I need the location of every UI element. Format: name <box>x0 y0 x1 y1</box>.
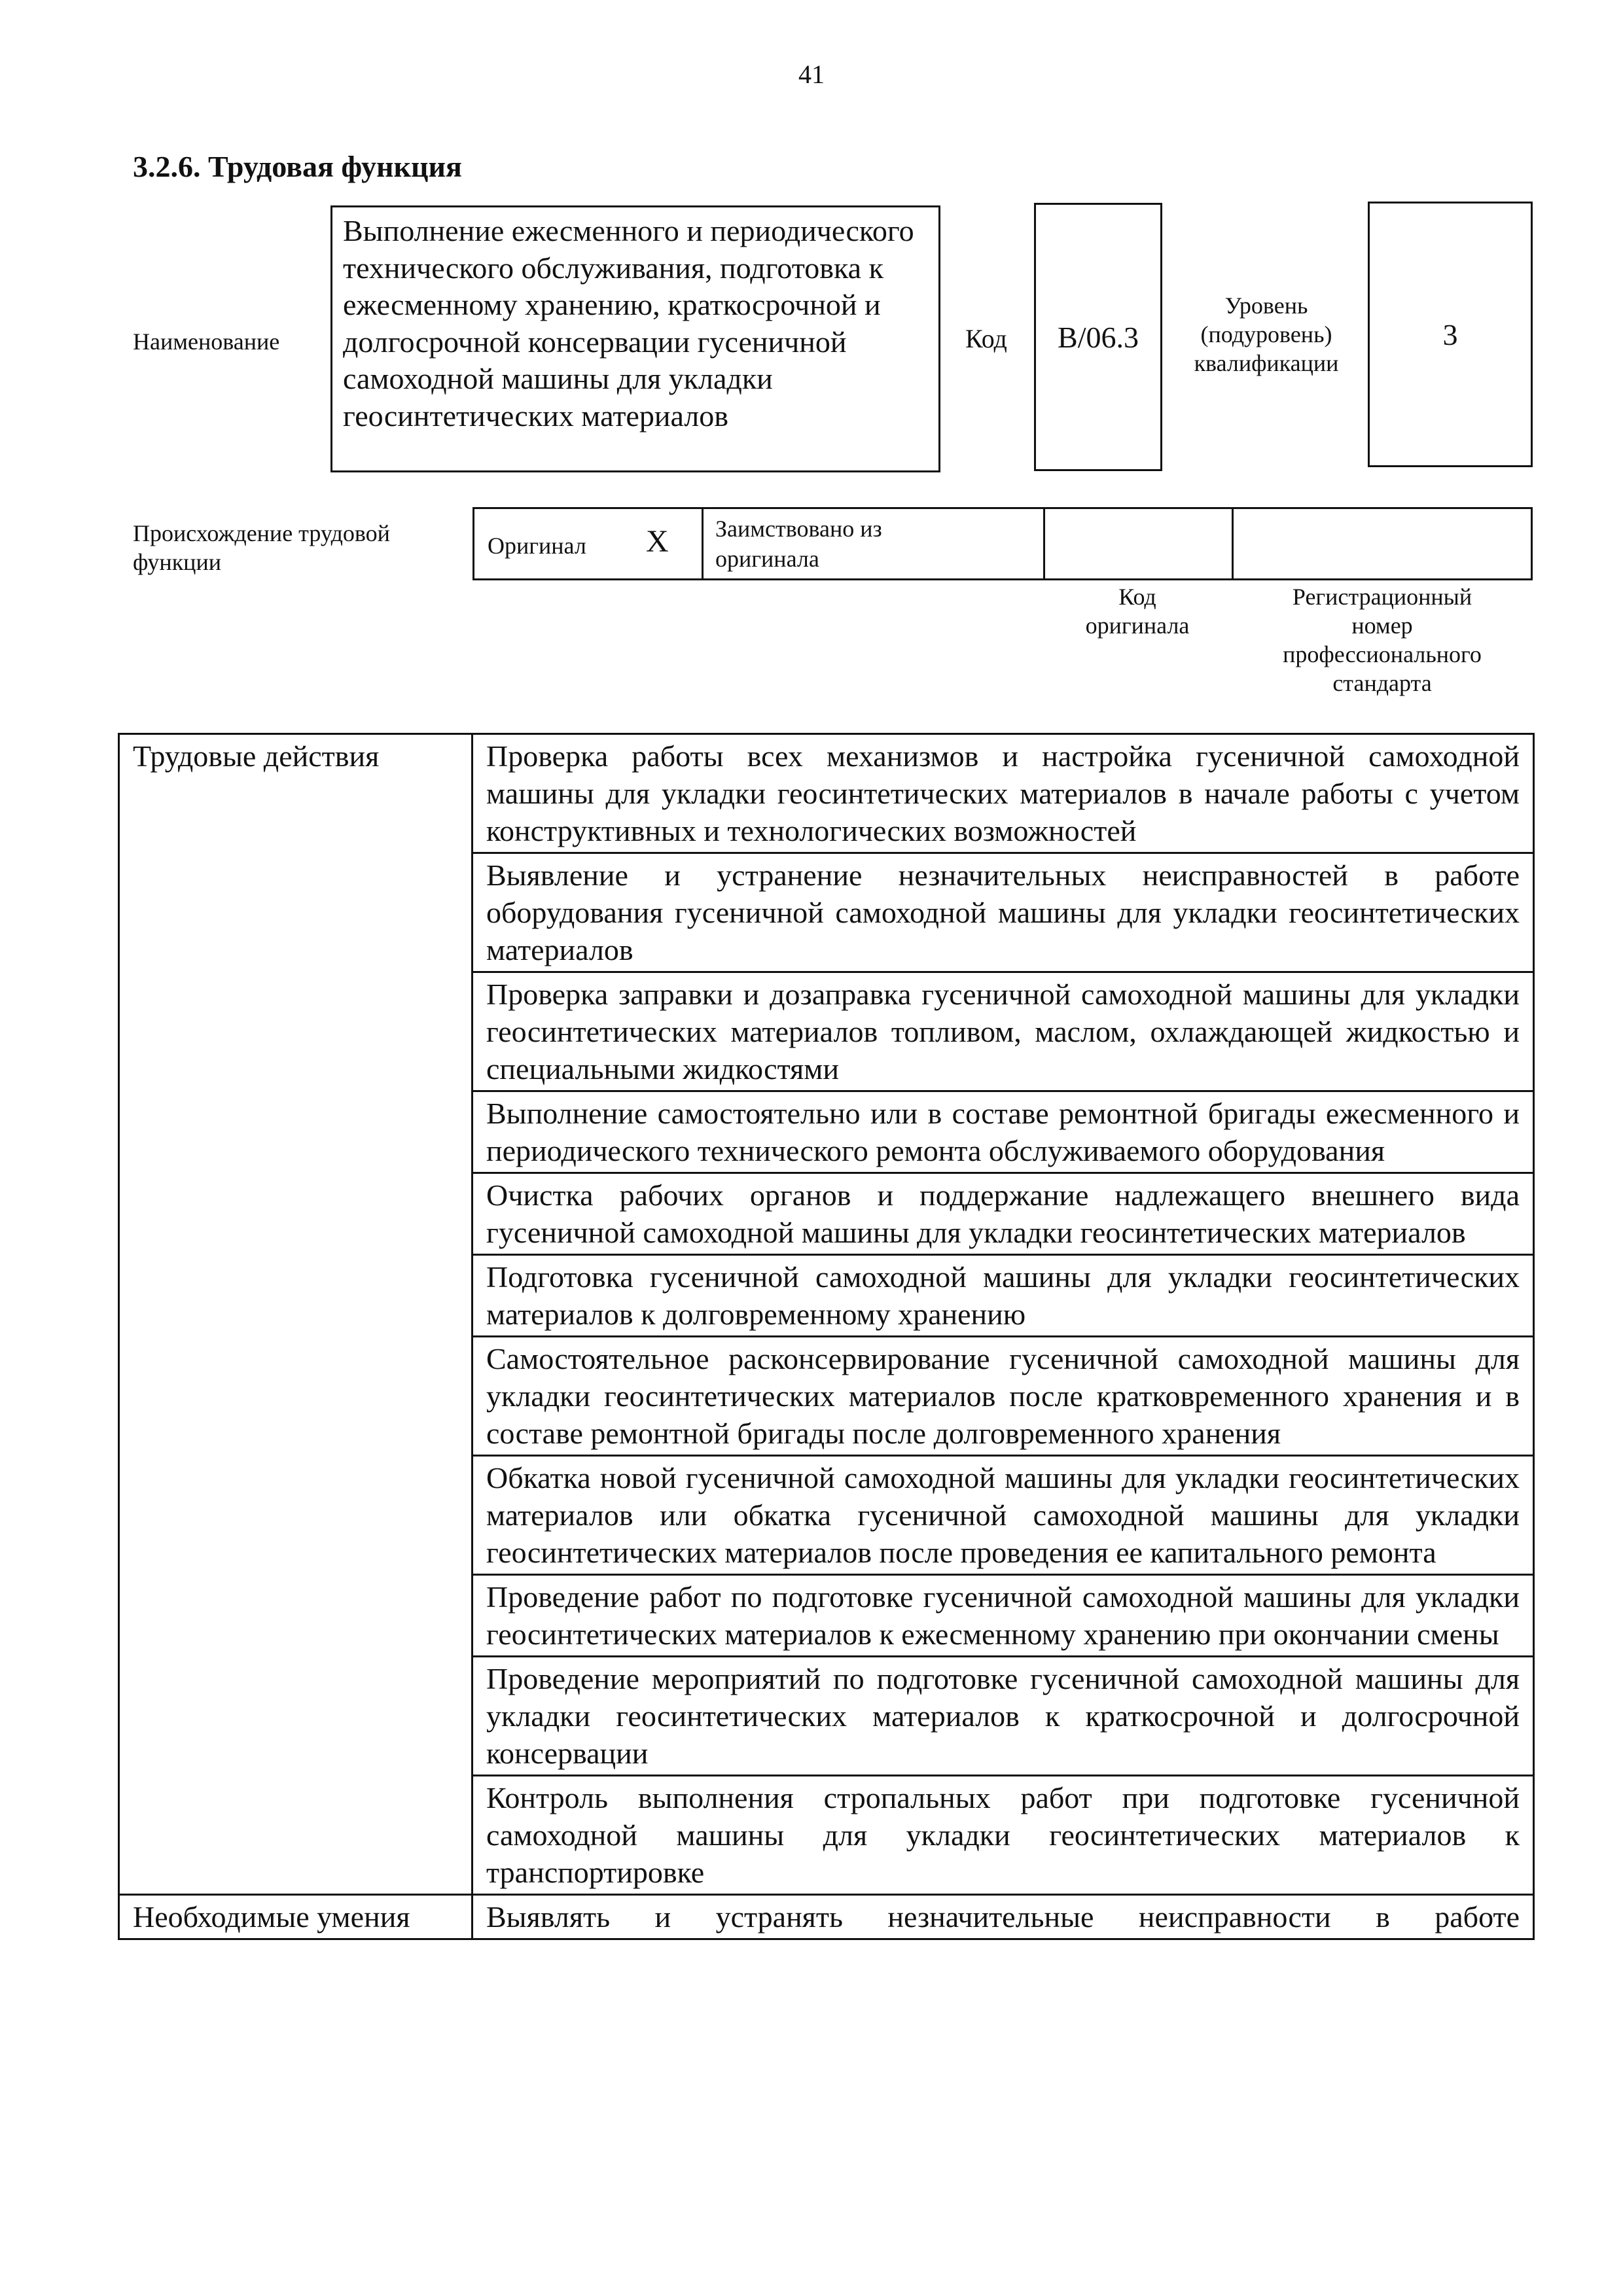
table-row <box>119 1575 1534 1657</box>
origin-row <box>473 507 1533 580</box>
reg-number-caption-line1: Регистрационный <box>1292 584 1472 610</box>
reg-number-cell <box>1234 509 1531 578</box>
labor-action-item: Проведение работ по подготовке гусеничной самоходной машины для укладки геосинтетических материалов к ежесменному хранению при окончании смены <box>473 1575 1534 1657</box>
labor-action-item: Контроль выполнения стропальных работ при подготовке гусеничной самоходной машины для укладки геосинтетических материалов к транспортировке <box>473 1776 1534 1895</box>
level-label-line2: (подуровень) <box>1200 321 1332 347</box>
original-mark: X <box>646 524 669 559</box>
reg-number-caption-line2: номер <box>1351 612 1413 639</box>
labor-action-item: Очистка рабочих органов и поддержание надлежащего внешнего вида гусеничной самоходной машины для укладки геосинтетических материалов <box>473 1173 1534 1255</box>
labor-action-item: Выявление и устранение незначительных неисправностей в работе оборудования гусеничной самоходной машины для укладки геосинтетических материалов <box>473 853 1534 972</box>
reg-number-caption-line4: стандарта <box>1332 670 1432 696</box>
level-value: 3 <box>1442 317 1458 351</box>
level-label-line3: квалификации <box>1194 350 1339 376</box>
reg-number-caption <box>1232 582 1533 698</box>
code-box <box>1034 203 1162 471</box>
skills-label: Необходимые умения <box>119 1895 473 1939</box>
table-row <box>119 1255 1534 1337</box>
borrowed-label-line1: Заимствовано из <box>715 516 882 542</box>
labor-action-item: Подготовка гусеничной самоходной машины для укладки геосинтетических материалов к долговременному хранению <box>473 1255 1534 1337</box>
section-title: 3.2.6. Трудовая функция <box>133 150 462 183</box>
labor-actions-label: Трудовые действия <box>119 734 473 853</box>
labor-action-item: Самостоятельное расконсервирование гусеничной самоходной машины для укладки геосинтетических материалов после кратковременного хранения и в составе ремонтной бригады после долговременного хранения <box>473 1337 1534 1456</box>
table-row <box>119 853 1534 972</box>
borrowed-cell <box>704 509 1045 578</box>
labor-action-item: Обкатка новой гусеничной самоходной машины для укладки геосинтетических материалов или обкатка гусеничной самоходной машины для укладки геосинтетических материалов после проведения ее капитального ремонта <box>473 1456 1534 1575</box>
skill-item: Выявлять и устранять незначительные неисправности в работе <box>473 1895 1534 1939</box>
origin-label <box>133 519 390 576</box>
function-name-box <box>330 205 940 472</box>
table-row <box>119 1657 1534 1776</box>
level-box <box>1368 202 1533 467</box>
labor-action-item: Выполнение самостоятельно или в составе ремонтной бригады ежесменного и периодического технического ремонта обслуживаемого оборудования <box>473 1091 1534 1173</box>
labor-actions-table <box>118 733 1535 1940</box>
table-row <box>119 1337 1534 1456</box>
original-label: Оригинал <box>488 533 586 559</box>
original-cell <box>474 509 704 578</box>
table-row <box>119 1895 1534 1939</box>
page-number: 41 <box>798 60 825 89</box>
original-code-caption-line1: Код <box>1118 584 1156 610</box>
level-label <box>1171 291 1361 378</box>
borrowed-label-line2: оригинала <box>715 546 819 572</box>
labor-action-item: Проверка работы всех механизмов и настройка гусеничной самоходной машины для укладки геосинтетических материалов в начале работы с учетом конструктивных и технологических возможностей <box>473 734 1534 853</box>
origin-label-line2: функции <box>133 549 221 575</box>
original-code-cell <box>1045 509 1234 578</box>
table-row <box>119 972 1534 1091</box>
name-label: Наименование <box>133 328 280 355</box>
function-name-text: Выполнение ежесменного и периодического технического обслуживания, подготовка к ежесменному хранению, краткосрочной и долгосрочной консервации гусеничной самоходной машины для укладки геосинтетических материалов <box>343 214 914 433</box>
table-row <box>119 1456 1534 1575</box>
original-code-caption <box>1043 582 1232 640</box>
original-code-caption-line2: оригинала <box>1085 612 1190 639</box>
level-label-line1: Уровень <box>1224 292 1308 319</box>
labor-action-item: Проведение мероприятий по подготовке гусеничной самоходной машины для укладки геосинтетических материалов к краткосрочной и долгосрочной консервации <box>473 1657 1534 1776</box>
code-value: B/06.3 <box>1058 320 1139 354</box>
labor-action-item: Проверка заправки и дозаправка гусеничной самоходной машины для укладки геосинтетических материалов топливом, маслом, охлаждающей жидкостью и специальными жидкостями <box>473 972 1534 1091</box>
code-label: Код <box>965 324 1007 353</box>
reg-number-caption-line3: профессионального <box>1283 641 1482 667</box>
table-row <box>119 1091 1534 1173</box>
origin-label-line1: Происхождение трудовой <box>133 520 390 546</box>
table-row <box>119 1776 1534 1895</box>
table-row <box>119 1173 1534 1255</box>
table-row <box>119 734 1534 853</box>
